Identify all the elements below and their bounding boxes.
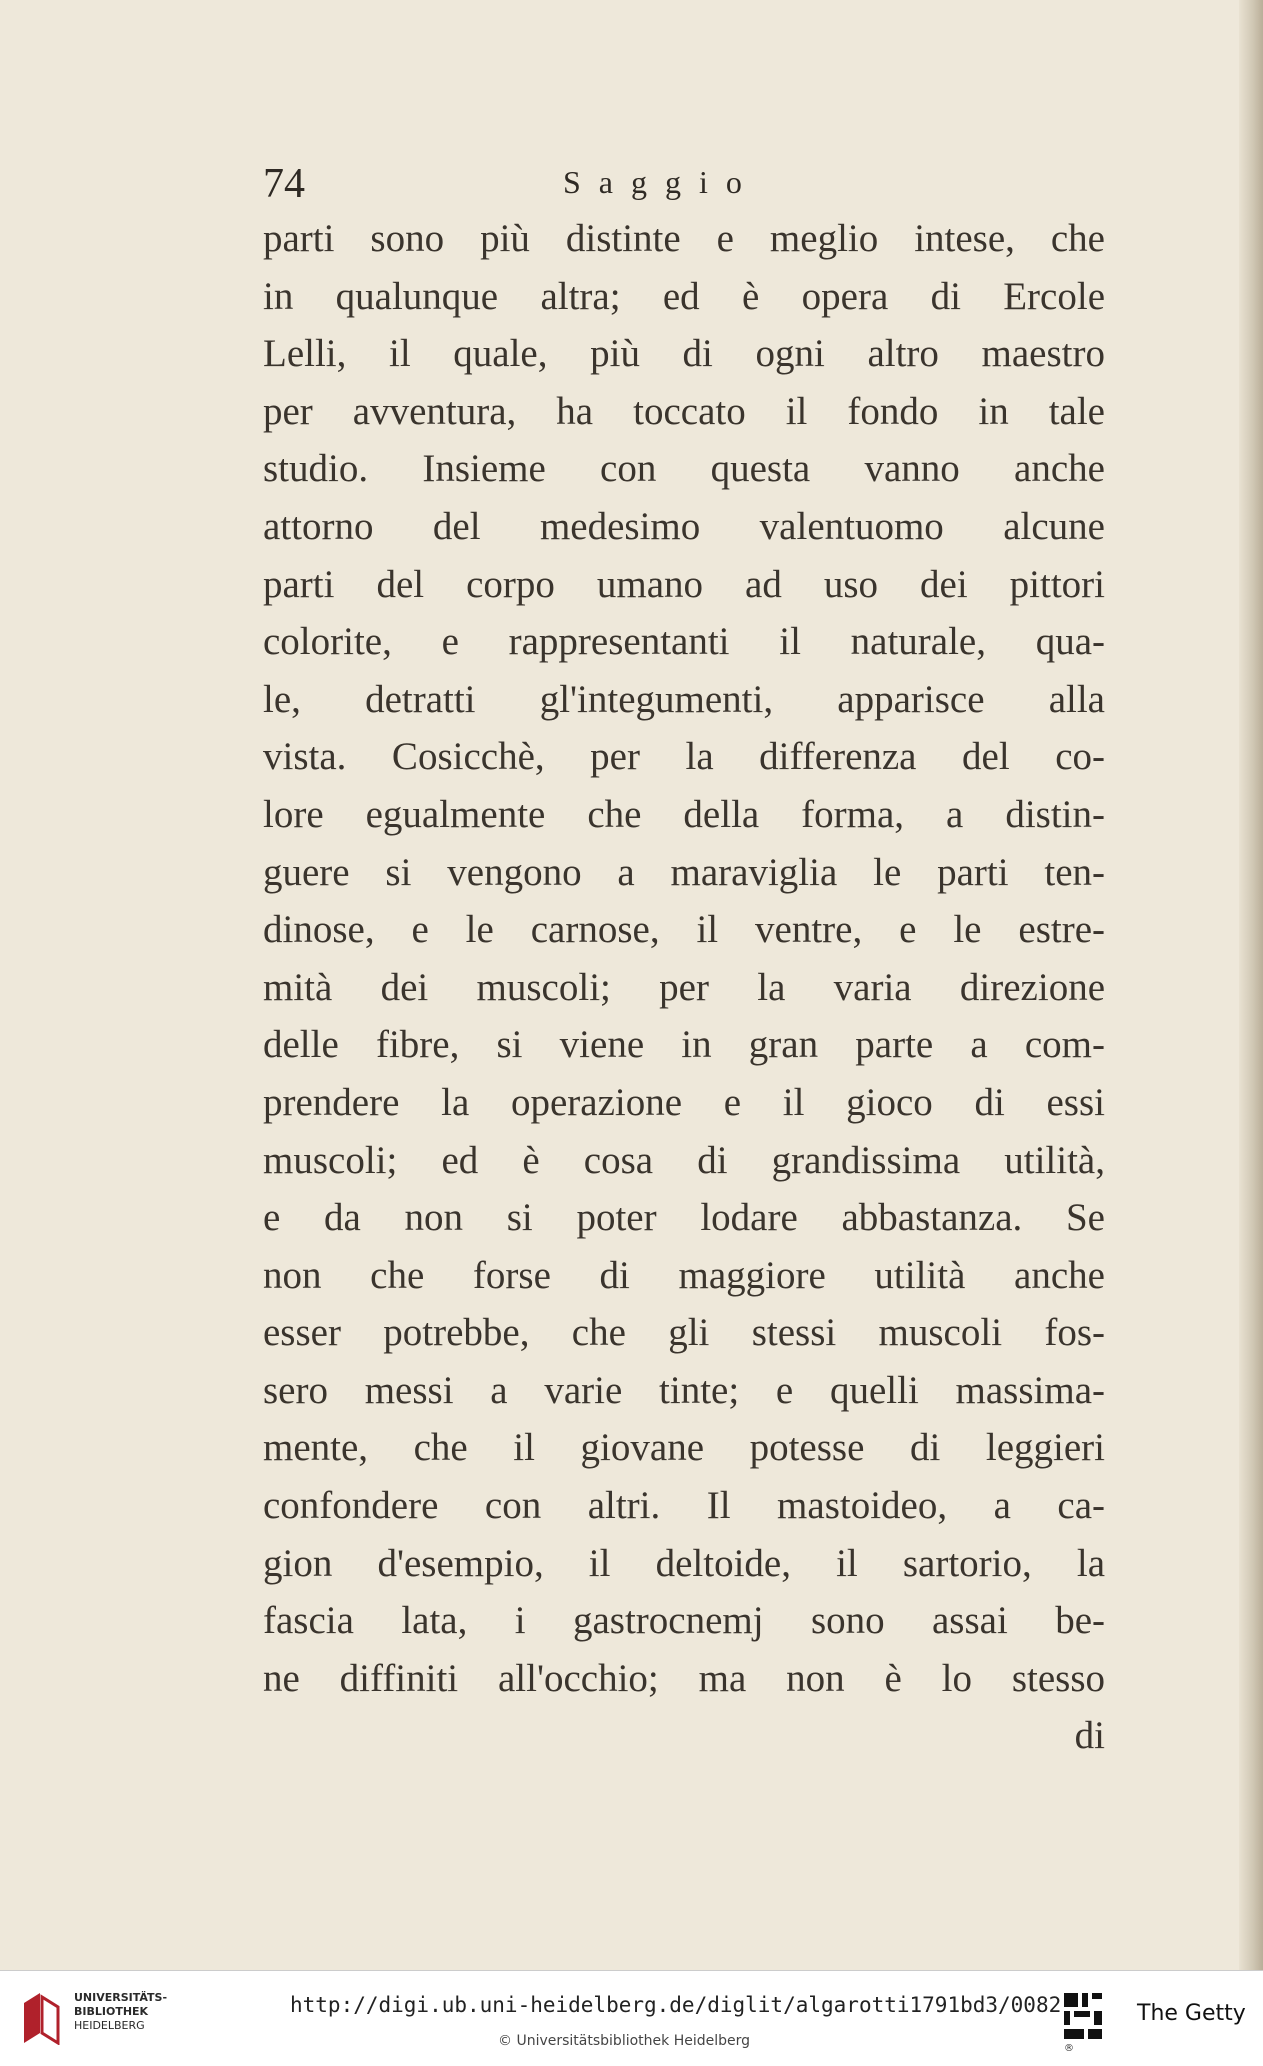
text-line: mità dei muscoli; per la varia direzione — [263, 965, 1105, 1009]
permalink-url[interactable]: http://digi.ub.uni-heidelberg.de/diglit/algarotti1791bd3/0082 — [290, 1993, 1062, 2017]
text-line: gion d'esempio, il deltoide, il sartorio, la — [263, 1541, 1105, 1585]
text-line: delle fibre, si viene in gran parte a com- — [263, 1023, 1105, 1067]
text-line: guere si vengono a maraviglia le parti ten- — [263, 850, 1105, 894]
body-text — [263, 210, 1105, 1765]
text-line: mente, che il giovane potesse di leggieri — [263, 1426, 1105, 1470]
text-line: confondere con altri. Il mastoideo, a ca- — [263, 1484, 1105, 1528]
page-edge — [1239, 0, 1263, 1970]
copyright-notice: © Universitätsbibliothek Heidelberg — [498, 2033, 751, 2049]
partner-name: The Getty — [1137, 2001, 1246, 2026]
footer-bar — [0, 1970, 1263, 2066]
text-line: per avventura, ha toccato il fondo in tale — [263, 389, 1105, 433]
page-number: 74 — [263, 161, 305, 207]
text-line: parti del corpo umano ad uso dei pittori — [263, 562, 1105, 606]
page-header — [263, 160, 1043, 210]
text-line: e da non si poter lodare abbastanza. Se — [263, 1196, 1105, 1240]
text-line: colorite, e rappresentanti il naturale, qua- — [263, 620, 1105, 664]
text-line: fascia lata, i gastrocnemj sono assai be- — [263, 1599, 1105, 1643]
text-line: studio. Insieme con questa vanno anche — [263, 447, 1105, 491]
text-line: Lelli, il quale, più di ogni altro maestro — [263, 332, 1105, 376]
text-line: parti sono più distinte e meglio intese, che — [263, 217, 1105, 260]
text-line: in qualunque altra; ed è opera di Ercole — [263, 274, 1105, 318]
text-line: attorno del medesimo valentuomo alcune — [263, 504, 1105, 548]
catchword: di — [1074, 1714, 1105, 1758]
text-line: esser potrebbe, che gli stessi muscoli fos- — [263, 1311, 1105, 1355]
text-line: dinose, e le carnose, il ventre, e le estre- — [263, 908, 1105, 952]
library-name: UNIVERSITÄTS- BIBLIOTHEK HEIDELBERG — [74, 1991, 168, 2032]
text-line: muscoli; ed è cosa di grandissima utilità, — [263, 1138, 1105, 1182]
text-line: lore egualmente che della forma, a distin- — [263, 792, 1105, 836]
text-line: prendere la operazione e il gioco di essi — [263, 1080, 1105, 1124]
text-line: vista. Cosicchè, per la differenza del co- — [263, 735, 1105, 779]
text-line: le, detratti gl'integumenti, apparisce alla — [263, 677, 1105, 721]
registered-mark: ® — [1064, 2043, 1074, 2054]
running-title: Saggio — [563, 164, 760, 200]
getty-logo-icon[interactable] — [1062, 1991, 1104, 2041]
text-line: non che forse di maggiore utilità anche — [263, 1253, 1105, 1297]
text-line: sero messi a varie tinte; e quelli massima- — [263, 1368, 1105, 1412]
text-line: ne diffiniti all'occhio; ma non è lo stesso — [263, 1656, 1105, 1700]
university-library-logo-icon[interactable] — [18, 1989, 68, 2045]
